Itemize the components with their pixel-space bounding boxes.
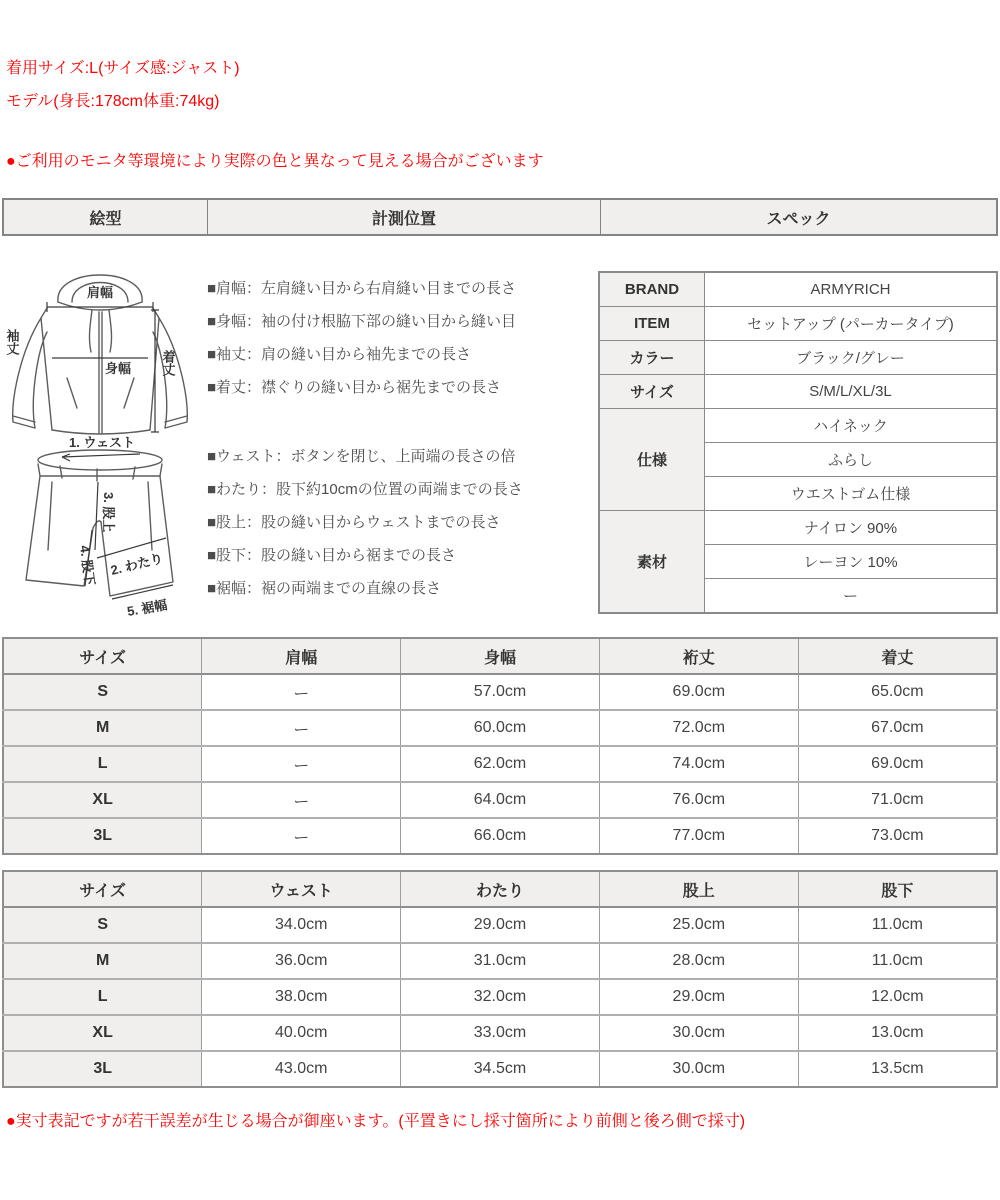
bottoms-row-l <box>3 979 997 1015</box>
table-cell: 43.0cm <box>202 1051 401 1087</box>
spec-material-value-3: ー <box>705 579 998 614</box>
shorts-inseam-label: 4. 股下 <box>77 544 98 587</box>
shorts-sketch <box>26 435 173 619</box>
table-cell: 64.0cm <box>401 782 600 818</box>
table-cell: 65.0cm <box>798 674 997 710</box>
table-cell: 29.0cm <box>401 907 600 943</box>
spec-brand-value: ARMYRICH <box>705 272 998 307</box>
spec-size-value: S/M/L/XL/3L <box>705 375 998 409</box>
model-note: モデル(身長:178cm体重:74kg) <box>6 93 220 110</box>
bottoms-size-table <box>2 870 998 1088</box>
header-measure-position: 計測位置 <box>208 200 601 234</box>
table-cell: 25.0cm <box>599 907 798 943</box>
bottoms-row-s <box>3 907 997 943</box>
table-cell: 77.0cm <box>599 818 798 854</box>
table-cell: 71.0cm <box>798 782 997 818</box>
desc-length: ■着丈：襟ぐりの縫い目から裾先までの長さ <box>207 379 502 396</box>
table-cell: 36.0cm <box>202 943 401 979</box>
tops-row-xl <box>3 782 997 818</box>
spec-color-value: ブラック/グレー <box>705 341 998 375</box>
table-cell: 40.0cm <box>202 1015 401 1051</box>
spec-brand-label: BRAND <box>599 272 705 307</box>
header-spec: スペック <box>766 210 831 228</box>
tops-row-s <box>3 674 997 710</box>
table-cell: 3L <box>3 818 202 854</box>
bottoms-row-xl <box>3 1015 997 1051</box>
bottoms-header-size: サイズ <box>3 871 202 907</box>
spec-feature-value-3: ウエストゴム仕様 <box>705 477 998 511</box>
spec-item-label: ITEM <box>599 307 705 341</box>
bottoms-header-inseam: 股下 <box>798 871 997 907</box>
table-cell: M <box>3 710 202 746</box>
spec-row-brand <box>599 272 997 307</box>
table-cell: 69.0cm <box>599 674 798 710</box>
table-cell: 74.0cm <box>599 746 798 782</box>
bottoms-header-rise: 股上 <box>599 871 798 907</box>
table-cell: XL <box>3 782 202 818</box>
info-table-header <box>2 198 998 236</box>
table-cell: 3L <box>3 1051 202 1087</box>
table-cell: L <box>3 746 202 782</box>
shorts-hem-label: 5. 裾幅 <box>125 597 169 619</box>
spec-table <box>598 271 998 614</box>
table-cell: 30.0cm <box>599 1051 798 1087</box>
table-cell: L <box>3 979 202 1015</box>
desc-rise: ■股上：股の縫い目からウェストまでの長さ <box>207 514 501 531</box>
desc-thigh: ■わたり：股下約10cmの位置の両端までの長さ <box>207 481 523 498</box>
table-cell: S <box>3 674 202 710</box>
table-cell: 34.5cm <box>401 1051 600 1087</box>
table-cell: S <box>3 907 202 943</box>
table-cell: ー <box>202 674 401 710</box>
spec-material-label: 素材 <box>599 511 705 614</box>
table-cell: 57.0cm <box>401 674 600 710</box>
tops-size-table <box>2 637 998 855</box>
spec-material-value-1: ナイロン 90% <box>705 511 998 545</box>
table-cell: 13.0cm <box>798 1015 997 1051</box>
shorts-rise-label: 3. 股上 <box>101 492 116 533</box>
tops-row-m <box>3 710 997 746</box>
table-cell: XL <box>3 1015 202 1051</box>
table-cell: 13.5cm <box>798 1051 997 1087</box>
header-diagram: 絵型 <box>4 200 208 234</box>
spec-material-value-2: レーヨン 10% <box>705 545 998 579</box>
hoodie-sleeve-label: 袖丈 <box>4 329 20 355</box>
table-cell: 62.0cm <box>401 746 600 782</box>
desc-sleeve: ■袖丈：肩の縫い目から袖先までの長さ <box>207 346 472 363</box>
monitor-color-note: ●ご利用のモニタ等環境により実際の色と異なって見える場合がございます <box>6 153 544 170</box>
spec-row-size <box>599 375 997 409</box>
hoodie-length-label: 着丈 <box>160 350 176 376</box>
desc-waist: ■ウェスト：ボタンを閉じ、上両端の長さの倍 <box>207 448 516 465</box>
desc-shoulder: ■肩幅：左肩縫い目から右肩縫い目までの長さ <box>207 280 517 297</box>
bottoms-header-thigh: わたり <box>401 871 600 907</box>
table-cell: 67.0cm <box>798 710 997 746</box>
spec-size-label: サイズ <box>599 375 705 409</box>
spec-row-color <box>599 341 997 375</box>
table-cell: 76.0cm <box>599 782 798 818</box>
table-cell: 60.0cm <box>401 710 600 746</box>
tops-header-length: 着丈 <box>798 638 997 674</box>
bottoms-header-waist: ウェスト <box>202 871 401 907</box>
table-cell: 11.0cm <box>798 907 997 943</box>
table-cell: 69.0cm <box>798 746 997 782</box>
table-cell: 30.0cm <box>599 1015 798 1051</box>
table-cell: ー <box>202 746 401 782</box>
table-cell: ー <box>202 782 401 818</box>
measurement-disclaimer: ●実寸表記ですが若干誤差が生じる場合が御座います。(平置きにし採寸箇所により前側と後ろ側で採寸) <box>6 1113 746 1130</box>
spec-row-material-1 <box>599 511 997 545</box>
desc-bodywidth: ■身幅：袖の付け根脇下部の縫い目から縫い目 <box>207 313 517 330</box>
measure-descriptions <box>207 272 601 605</box>
spec-feature-value-2: ふらし <box>705 443 998 477</box>
hoodie-sketch <box>5 275 188 434</box>
tops-header-shoulder: 肩幅 <box>202 638 401 674</box>
table-cell: 33.0cm <box>401 1015 600 1051</box>
table-cell: 11.0cm <box>798 943 997 979</box>
garment-diagram <box>0 250 205 625</box>
table-cell: 31.0cm <box>401 943 600 979</box>
tops-row-3l <box>3 818 997 854</box>
wear-size-note: 着用サイズ:L(サイズ感:ジャスト) <box>6 60 240 77</box>
tops-header-size: サイズ <box>3 638 202 674</box>
tops-row-l <box>3 746 997 782</box>
desc-hem: ■裾幅：裾の両端までの直線の長さ <box>207 580 442 597</box>
shorts-thigh-label: 2. わたり <box>109 550 165 578</box>
table-cell: 12.0cm <box>798 979 997 1015</box>
hoodie-bodywidth-label: 身幅 <box>104 361 132 376</box>
spec-item-value: セットアップ (パーカータイプ) <box>705 307 998 341</box>
tops-measure-descriptions <box>207 272 601 404</box>
bottoms-row-3l <box>3 1051 997 1087</box>
shorts-waist-label: 1. ウェスト <box>69 435 135 450</box>
bottoms-row-m <box>3 943 997 979</box>
table-cell: 66.0cm <box>401 818 600 854</box>
table-cell: 34.0cm <box>202 907 401 943</box>
table-cell: M <box>3 943 202 979</box>
table-cell: 72.0cm <box>599 710 798 746</box>
table-cell: 32.0cm <box>401 979 600 1015</box>
tops-header-bodywidth: 身幅 <box>401 638 600 674</box>
spec-feature-value-1: ハイネック <box>705 409 998 443</box>
desc-inseam: ■股下：股の縫い目から裾までの長さ <box>207 547 457 564</box>
table-cell: 29.0cm <box>599 979 798 1015</box>
tops-size-table-header <box>3 638 997 674</box>
spec-row-feature-1 <box>599 409 997 443</box>
table-cell: ー <box>202 710 401 746</box>
table-cell: 28.0cm <box>599 943 798 979</box>
wear-info-block <box>6 52 240 118</box>
spec-row-item <box>599 307 997 341</box>
table-cell: ー <box>202 818 401 854</box>
bottoms-measure-descriptions <box>207 440 601 605</box>
hoodie-shoulder-label: 肩幅 <box>86 285 114 300</box>
spec-feature-label: 仕様 <box>599 409 705 511</box>
bottoms-size-table-header <box>3 871 997 907</box>
spec-color-label: カラー <box>599 341 705 375</box>
table-cell: 38.0cm <box>202 979 401 1015</box>
tops-header-yuki: 裄丈 <box>599 638 798 674</box>
garment-sketch-svg <box>0 250 205 625</box>
table-cell: 73.0cm <box>798 818 997 854</box>
